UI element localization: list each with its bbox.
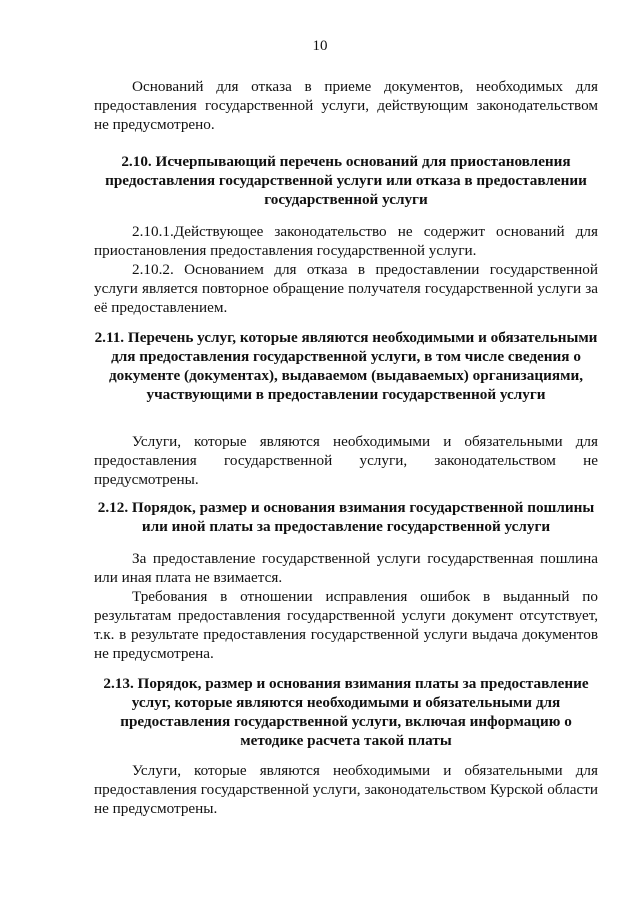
paragraph-2-12-errors <box>94 587 598 663</box>
paragraph-text: Требования в отношении исправления ошибок в выданный по результатам предоставления государственной услуги документ отсутствует, т.к. в результате предоставления государственной услуги выдача документов не предусмотрена. <box>94 588 598 662</box>
section-heading: 2.12. Порядок, размер и основания взимания государственной пошлины или иной платы за предоставление государственной услуги <box>97 499 595 535</box>
section-heading: 2.11. Перечень услуг, которые являются необходимыми и обязательными для предоставления государственной услуги, в том числе сведения о документе (документах), выдаваемом (выдаваемых) организациями, участвующими в предоставлении государственной услуги <box>94 329 598 403</box>
paragraph-text: Услуги, которые являются необходимыми и обязательными для предоставления государственной услуги, законодательством не предусмотрены. <box>94 433 598 488</box>
paragraph-2-11 <box>94 432 598 489</box>
paragraph-text: Услуги, которые являются необходимыми и обязательными для предоставления государственной услуги, законодательством Курской области не предусмотрены. <box>94 762 598 817</box>
paragraph-text: 2.10.1.Действующее законодательство не содержит оснований для приостановления предоставления государственной услуги. <box>94 223 598 259</box>
heading-2-13 <box>94 674 598 750</box>
heading-2-10 <box>94 152 598 209</box>
section-heading: 2.13. Порядок, размер и основания взимания платы за предоставление услуг, которые являются необходимыми и обязательными для предоставления государственной услуги, включая информацию о методике расчета такой платы <box>103 675 589 749</box>
paragraph-2-12-fee <box>94 549 598 587</box>
paragraph-no-grounds-refusal <box>94 77 598 134</box>
heading-2-11 <box>94 328 598 404</box>
paragraph-2-13 <box>94 761 598 818</box>
paragraph-text: Оснований для отказа в приеме документов, необходимых для предоставления государственной услуги, действующим законодательством не предусмотрено. <box>94 78 598 133</box>
paragraph-2-10-1 <box>94 222 598 260</box>
paragraph-text: 2.10.2. Основанием для отказа в предоставлении государственной услуги является повторное обращение получателя государственной услуги за её предоставлением. <box>94 261 598 316</box>
section-heading: 2.10. Исчерпывающий перечень оснований для приостановления предоставления государственной услуги или отказа в предоставлении государственной услуги <box>105 153 587 208</box>
paragraph-text: За предоставление государственной услуги государственная пошлина или иная плата не взимается. <box>94 550 598 586</box>
heading-2-12 <box>94 498 598 536</box>
paragraph-2-10-2 <box>94 260 598 317</box>
page-number: 10 <box>312 38 328 54</box>
